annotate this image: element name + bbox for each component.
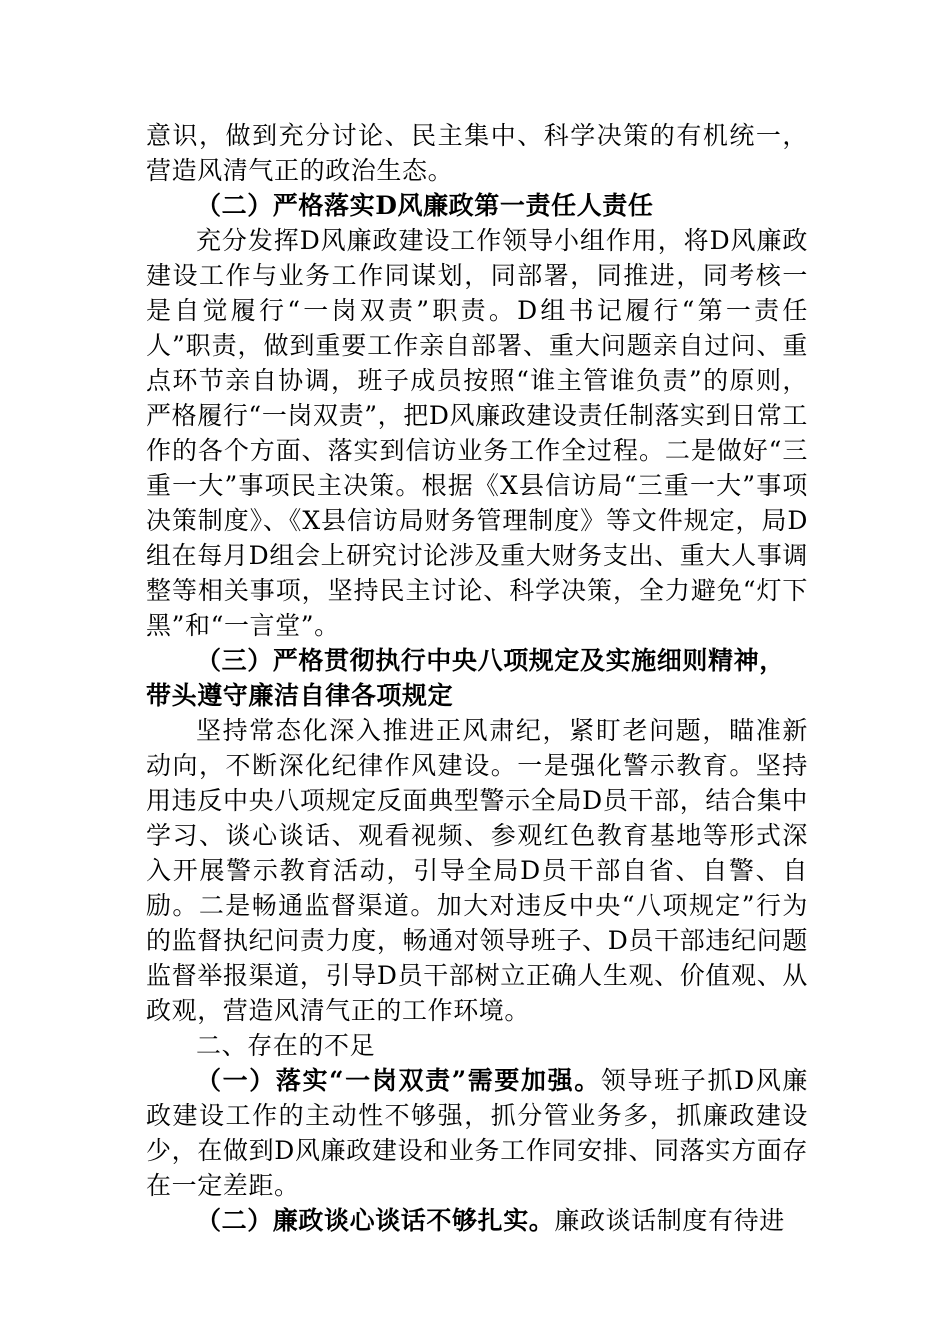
paragraph-shortcoming-1 <box>146 1063 808 1203</box>
paragraph-shortcoming-2 <box>146 1203 808 1238</box>
document-body <box>146 118 808 1238</box>
shortcoming-2-lead: （二）廉政谈心谈话不够扎实。 <box>196 1206 555 1235</box>
shortcoming-2-text: 廉政谈话制度有待进 <box>554 1206 785 1235</box>
subheading-2: （二）严格落实D风廉政第一责任人责任 <box>196 191 654 220</box>
shortcoming-1-text: 领导班子抓D风廉政建设工作的主动性不够强，抓分管业务多，抓廉政建设少，在做到D风廉政建设和业务工作同安排、同落实方面存在一定差距。 <box>146 1066 808 1200</box>
paragraph-discipline: 坚持常态化深入推进正风肃纪，紧盯老问题，瞄准新动向，不断深化纪律作风建设。一是强化警示教育。坚持用违反中央八项规定反面典型警示全局D员干部，结合集中学习、谈心谈话、观看视频、参观红色教育基地等形式深入开展警示教育活动，引导全局D员干部自省、自警、自励。二是畅通监督渠道。加大对违反中央“八项规定”行为的监督执纪问责力度，畅通对领导班子、D员干部违纪问题监督举报渠道，引导D员干部树立正确人生观、价值观、从政观，营造风清气正的工作环境。 <box>146 716 808 1025</box>
shortcoming-1-lead: （一）落实“一岗双责”需要加强。 <box>196 1066 601 1095</box>
paragraph-responsibility: 充分发挥D风廉政建设工作领导小组作用，将D风廉政建设工作与业务工作同谋划，同部署，同推进，同考核一是自觉履行“一岗双责”职责。D组书记履行“第一责任人”职责，做到重要工作亲自部署、重大问题亲自过问、重点环节亲自协调，班子成员按照“谁主管谁负责”的原则，严格履行“一岗双责”，把D风廉政建设责任制落实到日常工作的各个方面、落实到信访业务工作全过程。二是做好“三重一大”事项民主决策。根据《X县信访局“三重一大”事项决策制度》、《X县信访局财务管理制度》等文件规定，局D组在每月D组会上研究讨论涉及重大财务支出、重大人事调整等相关事项，坚持民主讨论、科学决策，全力避免“灯下黑”和“一言堂”。 <box>146 226 808 640</box>
section-heading-shortcomings: 二、存在的不足 <box>196 1031 376 1060</box>
subheading-3: （三）严格贯彻执行中央八项规定及实施细则精神，带头遵守廉洁自律各项规定 <box>146 646 785 710</box>
paragraph-continuation: 意识，做到充分讨论、民主集中、科学决策的有机统一，营造风清气正的政治生态。 <box>146 121 808 185</box>
